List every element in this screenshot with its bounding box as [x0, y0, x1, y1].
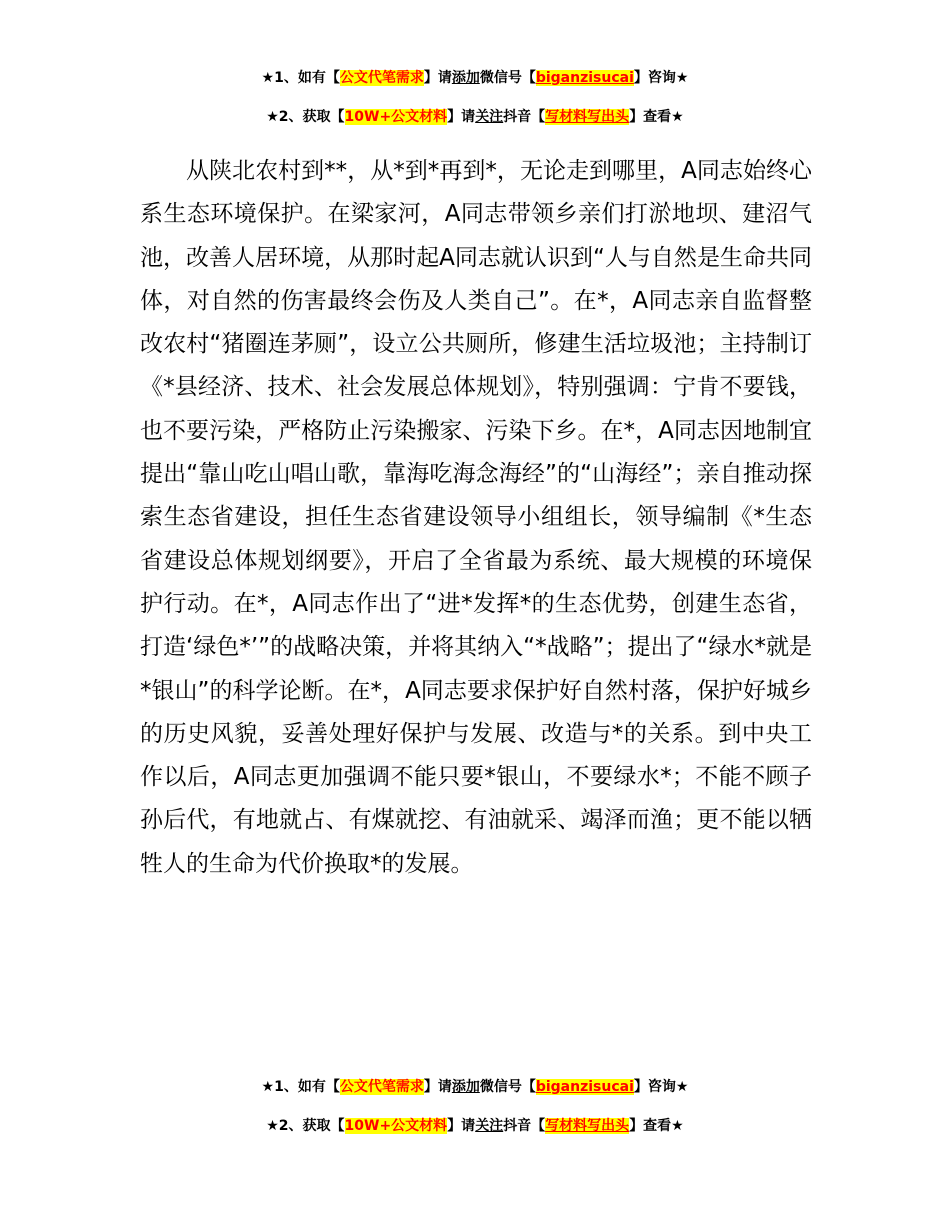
footer-banner-line-1 — [0, 1077, 950, 1097]
body-paragraph: 从陕北农村到**，从*到*再到*，无论走到哪里，A同志始终心系生态环境保护。在梁家河，A同志带领乡亲们打淤地坝、建沼气池，改善人居环境，从那时起A同志就认识到“人与自然是生命共同体，对自然的伤害最终会伤及人类自己”。在*，A同志亲自监督整改农村“猪圈连茅厕”，设立公共厕所，修建生活垃圾池；主持制订《*县经济、技术、社会发展总体规划》，特别强调：宁肯不要钱，也不要污染，严格防止污染搬家、污染下乡。在*，A同志因地制宜提出“靠山吃山唱山歌，靠海吃海念海经”的“山海经”；亲自推动探索生态省建设，担任生态省建设领导小组组长，领导编制《*生态省建设总体规划纲要》，开启了全省最为系统、最大规模的环境保护行动。在*，A同志作出了“进*发挥*的生态优势，创建生态省，打造‘绿色*’”的战略决策，并将其纳入“*战略”；提出了“绿水*就是*银山”的科学论断。在*，A同志要求保护好自然村落，保护好城乡的历史风貌，妥善处理好保护与发展、改造与*的关系。到中央工作以后，A同志更加强调不能只要*银山，不要绿水*；不能不顾子孙后代，有地就占、有煤就挖、有油就采、竭泽而渔；更不能以牺牲人的生命为代价换取*的发展。 — [140, 158, 812, 877]
banner-suffix: 】查看★ — [629, 109, 684, 125]
banner-underlined-text: 添加 — [451, 70, 480, 86]
banner-text: 微信号【 — [479, 1079, 536, 1095]
banner-underlined-text: 关注 — [475, 1118, 504, 1134]
banner-text: 】请 — [447, 1118, 476, 1134]
banner-underlined-text: 关注 — [475, 109, 504, 125]
banner-text: 微信号【 — [479, 70, 536, 86]
banner-suffix: 】查看★ — [629, 1118, 684, 1134]
banner-prefix: ★2、获取【 — [266, 1118, 345, 1134]
header-banner-line-2 — [0, 107, 950, 127]
banner-prefix: ★2、获取【 — [266, 109, 345, 125]
banner-highlight-service: 公文代笔需求 — [339, 70, 424, 86]
banner-highlight-materials: 10W+公文材料 — [344, 1118, 448, 1134]
banner-prefix: ★1、如有【 — [261, 70, 340, 86]
banner-suffix: 】咨询★ — [633, 70, 689, 86]
banner-highlight-douyin-id: 写材料写出头 — [545, 1118, 630, 1134]
banner-highlight-service: 公文代笔需求 — [339, 1079, 424, 1095]
banner-text: 】请 — [423, 1079, 452, 1095]
banner-highlight-wechat-id: biganzisucai — [535, 70, 634, 86]
banner-text: 】请 — [423, 70, 452, 86]
banner-highlight-wechat-id: biganzisucai — [535, 1079, 634, 1095]
banner-highlight-douyin-id: 写材料写出头 — [545, 109, 630, 125]
banner-underlined-text: 添加 — [451, 1079, 480, 1095]
banner-highlight-materials: 10W+公文材料 — [344, 109, 448, 125]
banner-text: 抖音【 — [503, 1118, 546, 1134]
banner-suffix: 】咨询★ — [633, 1079, 689, 1095]
banner-prefix: ★1、如有【 — [261, 1079, 340, 1095]
banner-text: 】请 — [447, 109, 476, 125]
banner-text: 抖音【 — [503, 109, 546, 125]
footer-banner-line-2 — [0, 1116, 950, 1136]
header-banner-line-1 — [0, 68, 950, 88]
